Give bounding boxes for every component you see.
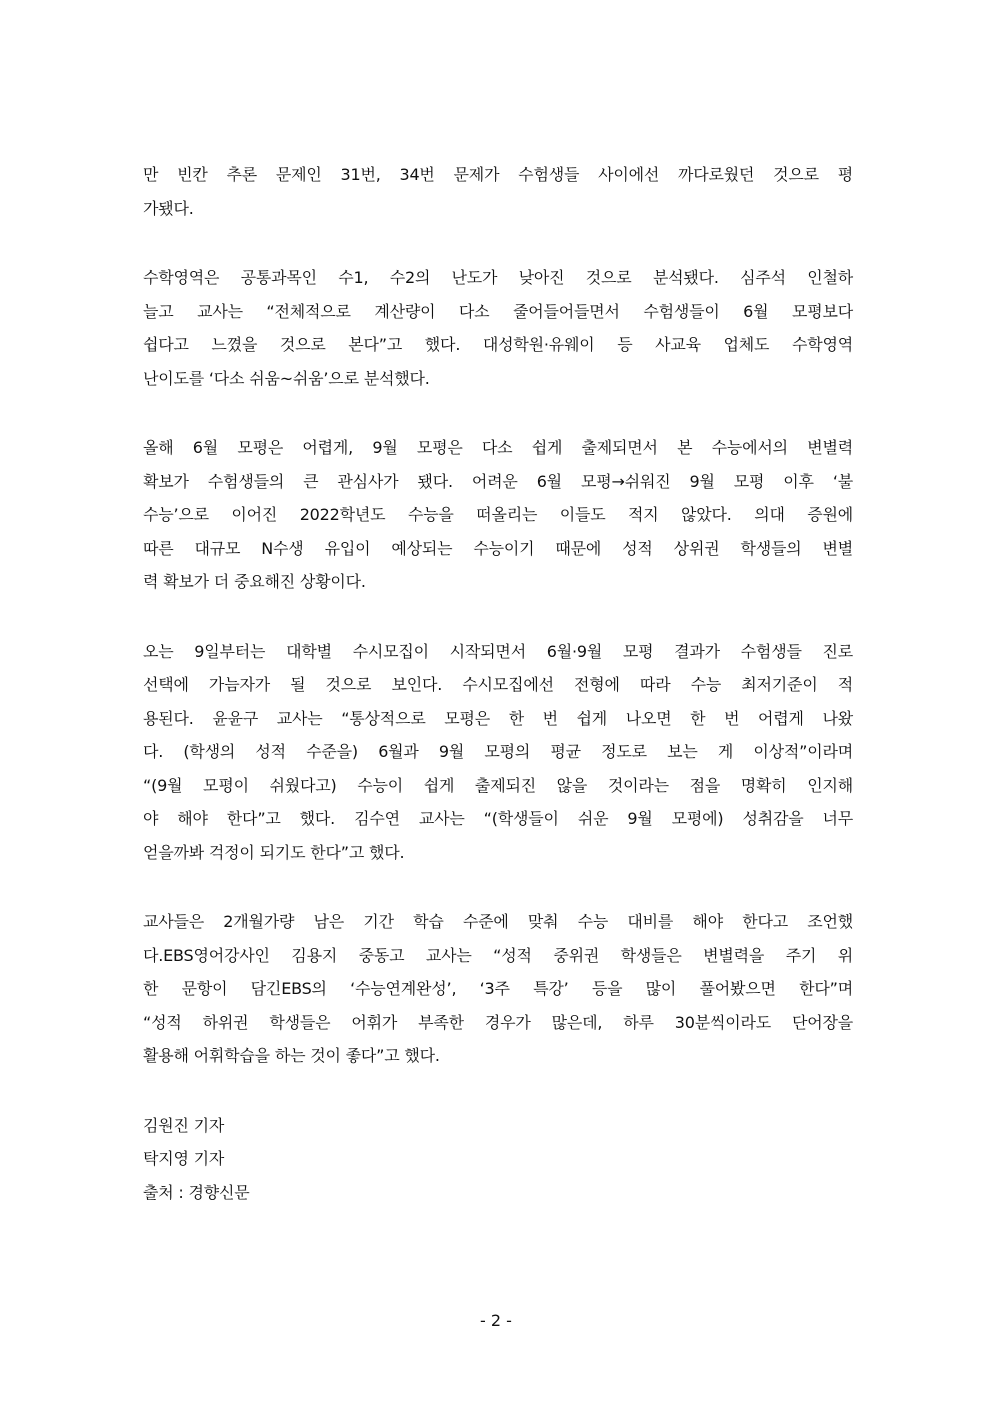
text-line: 늘고 교사는 “전체적으로 계산량이 다소 줄어들어들면서 수험생들이 6월 모평보다 (143, 301, 853, 321)
text-line: 수학영역은 공통과목인 수1, 수2의 난도가 낮아진 것으로 분석됐다. 심주석 인철하 (143, 268, 853, 287)
text-line: 용된다. 윤윤구 교사는 “통상적으로 모평은 한 번 쉽게 나오면 한 번 어렵게 나왔 (143, 708, 853, 728)
reporter-name: 김원진 기자 (143, 1115, 225, 1135)
text-line: 다.EBS영어강사인 김용지 중동고 교사는 “성적 중위권 학생들은 변별력을 주기 위 (143, 945, 853, 965)
text-line: 난이도를 ‘다소 쉬움~쉬움’으로 분석했다. (143, 368, 430, 388)
reporter-name: 탁지영 기자 (143, 1149, 225, 1168)
text-line: 만 빈칸 추론 문제인 31번, 34번 문제가 수험생들 사이에선 까다로웠던 것으로 평 (143, 165, 853, 184)
text-line: 얻을까봐 걱정이 되기도 한다”고 했다. (143, 842, 405, 862)
byline (143, 1109, 853, 1210)
text-line: 따른 대규모 N수생 유입이 예상되는 수능이기 때문에 성적 상위권 학생들의 변별 (143, 538, 853, 558)
text-line: 활용해 어휘학습을 하는 것이 좋다”고 했다. (143, 1046, 440, 1065)
text-line: 선택에 가늠자가 될 것으로 보인다. 수시모집에선 전형에 따라 수능 최저기준이 적 (143, 675, 853, 694)
text-line: 교사들은 2개월가량 남은 기간 학습 수준에 맞춰 수능 대비를 해야 한다고 조언했 (143, 912, 853, 931)
text-line: 올해 6월 모평은 어렵게, 9월 모평은 다소 쉽게 출제되면서 본 수능에서의 변별력 (143, 438, 853, 457)
text-line: 가됐다. (143, 198, 194, 218)
source-credit: 출처 : 경향신문 (143, 1182, 250, 1202)
page-number: - 2 - (480, 1311, 512, 1330)
text-line: 수능’으로 이어진 2022학년도 수능을 떠올리는 이들도 적지 않았다. 의대 증원에 (143, 505, 853, 524)
text-line: 쉽다고 느꼈을 것으로 본다”고 했다. 대성학원·유웨이 등 사교육 업체도 수학영역 (143, 335, 853, 354)
text-line: 다. (학생의 성적 수준을) 6월과 9월 모평의 평균 정도로 보는 게 이상적”이라며 (143, 742, 853, 761)
text-line: 오는 9일부터는 대학별 수시모집이 시작되면서 6월·9월 모평 결과가 수험생들 진로 (143, 641, 853, 661)
paragraph-math-difficulty (143, 261, 853, 395)
paragraph-teacher-advice (143, 905, 853, 1073)
paragraph-discrimination (143, 431, 853, 599)
paragraph-early-admission (143, 635, 853, 870)
text-line: 한 문항이 담긴EBS의 ‘수능연계완성’, ‘3주 특강’ 등을 많이 풀어봤으면 한다”며 (143, 979, 853, 998)
text-line: 력 확보가 더 중요해진 상황이다. (143, 572, 366, 591)
text-line: “성적 하위권 학생들은 어휘가 부족한 경우가 많은데, 하루 30분씩이라도 단어장을 (143, 1012, 853, 1032)
text-line: “(9월 모평이 쉬웠다고) 수능이 쉽게 출제되진 않을 것이라는 점을 명확히 인지해 (143, 775, 853, 795)
paragraph-english-difficulty (143, 158, 853, 225)
text-line: 확보가 수험생들의 큰 관심사가 됐다. 어려운 6월 모평→쉬워진 9월 모평 이후 ‘불 (143, 471, 853, 491)
article-body (143, 158, 853, 1209)
text-line: 야 해야 한다”고 했다. 김수연 교사는 “(학생들이 쉬운 9월 모평에) 성취감을 너무 (143, 809, 853, 828)
